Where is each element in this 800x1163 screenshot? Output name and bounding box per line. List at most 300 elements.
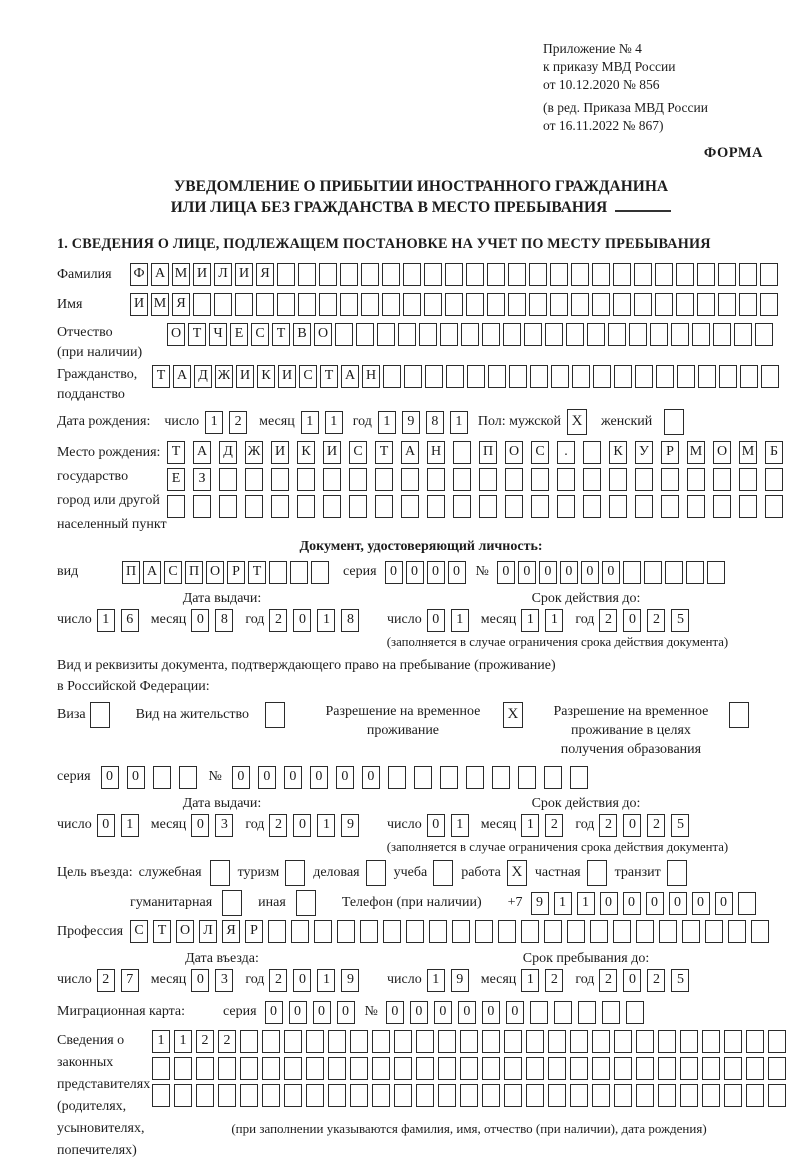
char-box[interactable]: И: [236, 365, 254, 388]
char-box[interactable]: [566, 323, 584, 346]
char-box[interactable]: [445, 263, 463, 286]
char-box[interactable]: [571, 293, 589, 316]
char-box[interactable]: [765, 468, 783, 491]
char-box[interactable]: 1: [545, 609, 563, 632]
char-box[interactable]: [650, 323, 668, 346]
char-box[interactable]: О: [505, 441, 523, 464]
char-box[interactable]: [740, 365, 758, 388]
char-box[interactable]: [680, 1057, 698, 1080]
char-box[interactable]: 0: [386, 1001, 404, 1024]
char-box[interactable]: 6: [121, 609, 139, 632]
char-box[interactable]: 0: [506, 1001, 524, 1024]
char-box[interactable]: 0: [127, 766, 145, 789]
char-box[interactable]: [314, 920, 332, 943]
char-box[interactable]: 0: [623, 892, 641, 915]
char-box[interactable]: [335, 323, 353, 346]
char-box[interactable]: [479, 495, 497, 518]
char-box[interactable]: Д: [194, 365, 212, 388]
char-box[interactable]: [583, 441, 601, 464]
char-box[interactable]: [372, 1057, 390, 1080]
char-box[interactable]: [372, 1030, 390, 1053]
char-box[interactable]: [544, 766, 562, 789]
char-box[interactable]: 1: [554, 892, 572, 915]
char-box[interactable]: 2: [269, 814, 287, 837]
char-box[interactable]: [768, 1057, 786, 1080]
char-box[interactable]: 0: [427, 814, 445, 837]
char-box[interactable]: [572, 365, 590, 388]
char-box[interactable]: [707, 561, 725, 584]
char-box[interactable]: [492, 766, 510, 789]
char-box[interactable]: [218, 1057, 236, 1080]
char-box[interactable]: [375, 495, 393, 518]
char-box[interactable]: П: [479, 441, 497, 464]
char-box[interactable]: Е: [167, 468, 185, 491]
char-box[interactable]: 0: [602, 561, 620, 584]
char-box[interactable]: [306, 1057, 324, 1080]
char-box[interactable]: [193, 293, 211, 316]
char-box[interactable]: [713, 468, 731, 491]
char-box[interactable]: [452, 920, 470, 943]
char-box[interactable]: [328, 1030, 346, 1053]
char-box[interactable]: [414, 766, 432, 789]
char-box[interactable]: Т: [375, 441, 393, 464]
char-box[interactable]: 2: [647, 969, 665, 992]
char-box[interactable]: [526, 1084, 544, 1107]
char-box[interactable]: [508, 263, 526, 286]
char-box[interactable]: [460, 1057, 478, 1080]
char-box[interactable]: С: [130, 920, 148, 943]
char-box[interactable]: 9: [531, 892, 549, 915]
char-box[interactable]: Б: [765, 441, 783, 464]
char-box[interactable]: С: [251, 323, 269, 346]
char-box[interactable]: [724, 1057, 742, 1080]
char-box[interactable]: [592, 1084, 610, 1107]
work-checkbox[interactable]: X: [507, 860, 527, 886]
char-box[interactable]: [488, 365, 506, 388]
char-box[interactable]: [614, 1057, 632, 1080]
char-box[interactable]: 2: [599, 609, 617, 632]
char-box[interactable]: Т: [320, 365, 338, 388]
char-box[interactable]: [636, 920, 654, 943]
char-box[interactable]: 8: [426, 411, 444, 434]
char-box[interactable]: [284, 1057, 302, 1080]
char-box[interactable]: [323, 495, 341, 518]
char-box[interactable]: [634, 293, 652, 316]
char-box[interactable]: [403, 263, 421, 286]
char-box[interactable]: [445, 293, 463, 316]
char-box[interactable]: [659, 920, 677, 943]
char-box[interactable]: А: [341, 365, 359, 388]
char-box[interactable]: [760, 293, 778, 316]
char-box[interactable]: 0: [293, 609, 311, 632]
char-box[interactable]: [671, 323, 689, 346]
char-box[interactable]: Е: [230, 323, 248, 346]
char-box[interactable]: [298, 293, 316, 316]
char-box[interactable]: Д: [219, 441, 237, 464]
char-box[interactable]: [602, 1001, 620, 1024]
char-box[interactable]: И: [271, 441, 289, 464]
char-box[interactable]: [350, 1030, 368, 1053]
char-box[interactable]: 0: [258, 766, 276, 789]
char-box[interactable]: С: [164, 561, 182, 584]
char-box[interactable]: [698, 365, 716, 388]
char-box[interactable]: [550, 263, 568, 286]
char-box[interactable]: [746, 1057, 764, 1080]
char-box[interactable]: 3: [215, 814, 233, 837]
char-box[interactable]: [262, 1057, 280, 1080]
char-box[interactable]: [592, 263, 610, 286]
char-box[interactable]: [153, 766, 171, 789]
char-box[interactable]: [521, 920, 539, 943]
char-box[interactable]: 0: [623, 609, 641, 632]
char-box[interactable]: [570, 1030, 588, 1053]
char-box[interactable]: [739, 263, 757, 286]
char-box[interactable]: О: [314, 323, 332, 346]
char-box[interactable]: [609, 468, 627, 491]
char-box[interactable]: [438, 1030, 456, 1053]
char-box[interactable]: [438, 1057, 456, 1080]
char-box[interactable]: [629, 323, 647, 346]
char-box[interactable]: [466, 766, 484, 789]
char-box[interactable]: 0: [293, 814, 311, 837]
char-box[interactable]: М: [687, 441, 705, 464]
char-box[interactable]: [504, 1030, 522, 1053]
char-box[interactable]: [738, 892, 756, 915]
char-box[interactable]: [545, 323, 563, 346]
char-box[interactable]: Т: [188, 323, 206, 346]
char-box[interactable]: [297, 468, 315, 491]
char-box[interactable]: [416, 1030, 434, 1053]
char-box[interactable]: [398, 323, 416, 346]
char-box[interactable]: [460, 1084, 478, 1107]
char-box[interactable]: 0: [293, 969, 311, 992]
char-box[interactable]: А: [401, 441, 419, 464]
char-box[interactable]: [268, 920, 286, 943]
char-box[interactable]: 2: [545, 969, 563, 992]
char-box[interactable]: А: [193, 441, 211, 464]
char-box[interactable]: 0: [623, 969, 641, 992]
char-box[interactable]: 1: [521, 969, 539, 992]
char-box[interactable]: [152, 1057, 170, 1080]
char-box[interactable]: Т: [152, 365, 170, 388]
char-box[interactable]: 0: [646, 892, 664, 915]
char-box[interactable]: [613, 293, 631, 316]
char-box[interactable]: 0: [518, 561, 536, 584]
char-box[interactable]: [505, 495, 523, 518]
char-box[interactable]: [377, 323, 395, 346]
char-box[interactable]: 1: [427, 969, 445, 992]
char-box[interactable]: [475, 920, 493, 943]
char-box[interactable]: М: [151, 293, 169, 316]
char-box[interactable]: [608, 323, 626, 346]
char-box[interactable]: 0: [336, 766, 354, 789]
char-box[interactable]: [328, 1057, 346, 1080]
char-box[interactable]: [193, 495, 211, 518]
char-box[interactable]: [235, 293, 253, 316]
char-box[interactable]: [557, 495, 575, 518]
char-box[interactable]: [446, 365, 464, 388]
char-box[interactable]: [382, 263, 400, 286]
char-box[interactable]: 0: [101, 766, 119, 789]
char-box[interactable]: [356, 323, 374, 346]
char-box[interactable]: [613, 263, 631, 286]
char-box[interactable]: [240, 1030, 258, 1053]
char-box[interactable]: [609, 495, 627, 518]
char-box[interactable]: [655, 293, 673, 316]
tourism-checkbox[interactable]: [285, 860, 305, 886]
char-box[interactable]: 0: [284, 766, 302, 789]
char-box[interactable]: [340, 263, 358, 286]
char-box[interactable]: [453, 495, 471, 518]
char-box[interactable]: [697, 263, 715, 286]
char-box[interactable]: Р: [227, 561, 245, 584]
other-checkbox[interactable]: [296, 890, 316, 916]
char-box[interactable]: [713, 495, 731, 518]
char-box[interactable]: 2: [599, 814, 617, 837]
char-box[interactable]: [277, 293, 295, 316]
char-box[interactable]: 2: [269, 969, 287, 992]
char-box[interactable]: И: [323, 441, 341, 464]
char-box[interactable]: [686, 561, 704, 584]
char-box[interactable]: [705, 920, 723, 943]
char-box[interactable]: [544, 920, 562, 943]
char-box[interactable]: [350, 1084, 368, 1107]
char-box[interactable]: 0: [458, 1001, 476, 1024]
char-box[interactable]: О: [167, 323, 185, 346]
char-box[interactable]: Т: [248, 561, 266, 584]
char-box[interactable]: Я: [172, 293, 190, 316]
char-box[interactable]: [269, 561, 287, 584]
char-box[interactable]: [680, 1084, 698, 1107]
char-box[interactable]: [291, 920, 309, 943]
char-box[interactable]: [636, 1030, 654, 1053]
char-box[interactable]: 1: [451, 814, 469, 837]
char-box[interactable]: [526, 1030, 544, 1053]
char-box[interactable]: 1: [174, 1030, 192, 1053]
char-box[interactable]: У: [635, 441, 653, 464]
char-box[interactable]: 5: [671, 969, 689, 992]
char-box[interactable]: [466, 293, 484, 316]
char-box[interactable]: [196, 1057, 214, 1080]
char-box[interactable]: Ч: [209, 323, 227, 346]
char-box[interactable]: П: [185, 561, 203, 584]
char-box[interactable]: 1: [577, 892, 595, 915]
char-box[interactable]: [626, 1001, 644, 1024]
char-box[interactable]: [262, 1084, 280, 1107]
char-box[interactable]: 2: [269, 609, 287, 632]
char-box[interactable]: [245, 468, 263, 491]
char-box[interactable]: 0: [434, 1001, 452, 1024]
char-box[interactable]: [746, 1084, 764, 1107]
char-box[interactable]: [746, 1030, 764, 1053]
char-box[interactable]: [403, 293, 421, 316]
char-box[interactable]: [482, 1057, 500, 1080]
char-box[interactable]: [340, 293, 358, 316]
char-box[interactable]: 0: [427, 561, 445, 584]
char-box[interactable]: [739, 293, 757, 316]
char-box[interactable]: [482, 323, 500, 346]
char-box[interactable]: [424, 263, 442, 286]
char-box[interactable]: [593, 365, 611, 388]
char-box[interactable]: 1: [97, 609, 115, 632]
char-box[interactable]: [676, 293, 694, 316]
char-box[interactable]: 8: [341, 609, 359, 632]
char-box[interactable]: А: [151, 263, 169, 286]
char-box[interactable]: [687, 495, 705, 518]
commercial-checkbox[interactable]: [366, 860, 386, 886]
char-box[interactable]: Ж: [245, 441, 263, 464]
char-box[interactable]: 0: [313, 1001, 331, 1024]
char-box[interactable]: 9: [402, 411, 420, 434]
char-box[interactable]: [427, 495, 445, 518]
char-box[interactable]: [214, 293, 232, 316]
char-box[interactable]: [636, 1057, 654, 1080]
char-box[interactable]: 5: [671, 814, 689, 837]
char-box[interactable]: С: [349, 441, 367, 464]
char-box[interactable]: [349, 495, 367, 518]
char-box[interactable]: 2: [545, 814, 563, 837]
char-box[interactable]: [429, 920, 447, 943]
char-box[interactable]: [394, 1084, 412, 1107]
char-box[interactable]: Я: [222, 920, 240, 943]
char-box[interactable]: [290, 561, 308, 584]
char-box[interactable]: [634, 263, 652, 286]
char-box[interactable]: [271, 495, 289, 518]
char-box[interactable]: [419, 323, 437, 346]
char-box[interactable]: К: [297, 441, 315, 464]
char-box[interactable]: И: [235, 263, 253, 286]
char-box[interactable]: [319, 293, 337, 316]
char-box[interactable]: 5: [671, 609, 689, 632]
char-box[interactable]: [623, 561, 641, 584]
char-box[interactable]: 7: [121, 969, 139, 992]
char-box[interactable]: [583, 468, 601, 491]
char-box[interactable]: [361, 293, 379, 316]
char-box[interactable]: [765, 495, 783, 518]
char-box[interactable]: [636, 1084, 654, 1107]
char-box[interactable]: [583, 495, 601, 518]
char-box[interactable]: [768, 1084, 786, 1107]
char-box[interactable]: [635, 495, 653, 518]
char-box[interactable]: [761, 365, 779, 388]
char-box[interactable]: А: [143, 561, 161, 584]
char-box[interactable]: [383, 365, 401, 388]
char-box[interactable]: [467, 365, 485, 388]
char-box[interactable]: Р: [661, 441, 679, 464]
char-box[interactable]: [702, 1084, 720, 1107]
char-box[interactable]: 1: [205, 411, 223, 434]
char-box[interactable]: Я: [256, 263, 274, 286]
char-box[interactable]: [319, 263, 337, 286]
title-blank-line[interactable]: [615, 198, 671, 212]
char-box[interactable]: [718, 263, 736, 286]
temp-residence-permit-checkbox[interactable]: X: [503, 702, 523, 728]
char-box[interactable]: 0: [692, 892, 710, 915]
char-box[interactable]: А: [173, 365, 191, 388]
char-box[interactable]: [739, 495, 757, 518]
study-checkbox[interactable]: [433, 860, 453, 886]
char-box[interactable]: И: [130, 293, 148, 316]
char-box[interactable]: [424, 293, 442, 316]
char-box[interactable]: [487, 263, 505, 286]
char-box[interactable]: [530, 1001, 548, 1024]
char-box[interactable]: [167, 495, 185, 518]
char-box[interactable]: [401, 468, 419, 491]
char-box[interactable]: [587, 323, 605, 346]
char-box[interactable]: [718, 293, 736, 316]
char-box[interactable]: Т: [272, 323, 290, 346]
char-box[interactable]: [702, 1057, 720, 1080]
char-box[interactable]: [724, 1030, 742, 1053]
char-box[interactable]: [755, 323, 773, 346]
char-box[interactable]: [416, 1084, 434, 1107]
humanitarian-checkbox[interactable]: [222, 890, 242, 916]
char-box[interactable]: 1: [378, 411, 396, 434]
char-box[interactable]: 0: [623, 814, 641, 837]
char-box[interactable]: [682, 920, 700, 943]
char-box[interactable]: [453, 441, 471, 464]
char-box[interactable]: [401, 495, 419, 518]
char-box[interactable]: 0: [337, 1001, 355, 1024]
char-box[interactable]: [614, 1030, 632, 1053]
char-box[interactable]: [349, 468, 367, 491]
char-box[interactable]: 0: [310, 766, 328, 789]
char-box[interactable]: 0: [482, 1001, 500, 1024]
char-box[interactable]: [361, 263, 379, 286]
transit-checkbox[interactable]: [667, 860, 687, 886]
char-box[interactable]: [661, 468, 679, 491]
char-box[interactable]: [531, 468, 549, 491]
char-box[interactable]: [440, 323, 458, 346]
char-box[interactable]: [530, 365, 548, 388]
char-box[interactable]: [644, 561, 662, 584]
char-box[interactable]: [337, 920, 355, 943]
char-box[interactable]: [388, 766, 406, 789]
char-box[interactable]: О: [713, 441, 731, 464]
female-checkbox[interactable]: [664, 409, 684, 435]
char-box[interactable]: 0: [232, 766, 250, 789]
char-box[interactable]: [219, 495, 237, 518]
char-box[interactable]: [692, 323, 710, 346]
char-box[interactable]: 1: [325, 411, 343, 434]
char-box[interactable]: [174, 1057, 192, 1080]
char-box[interactable]: [658, 1057, 676, 1080]
char-box[interactable]: [529, 293, 547, 316]
char-box[interactable]: 0: [715, 892, 733, 915]
char-box[interactable]: [487, 293, 505, 316]
char-box[interactable]: [179, 766, 197, 789]
char-box[interactable]: Л: [199, 920, 217, 943]
char-box[interactable]: 1: [317, 814, 335, 837]
char-box[interactable]: [509, 365, 527, 388]
char-box[interactable]: [724, 1084, 742, 1107]
char-box[interactable]: [697, 293, 715, 316]
char-box[interactable]: [590, 920, 608, 943]
char-box[interactable]: [504, 1057, 522, 1080]
char-box[interactable]: [466, 263, 484, 286]
char-box[interactable]: [728, 920, 746, 943]
char-box[interactable]: [680, 1030, 698, 1053]
char-box[interactable]: 0: [410, 1001, 428, 1024]
char-box[interactable]: [719, 365, 737, 388]
char-box[interactable]: 1: [152, 1030, 170, 1053]
char-box[interactable]: [518, 766, 536, 789]
char-box[interactable]: [311, 561, 329, 584]
visa-checkbox[interactable]: [90, 702, 110, 728]
char-box[interactable]: [613, 920, 631, 943]
char-box[interactable]: Т: [167, 441, 185, 464]
char-box[interactable]: [479, 468, 497, 491]
